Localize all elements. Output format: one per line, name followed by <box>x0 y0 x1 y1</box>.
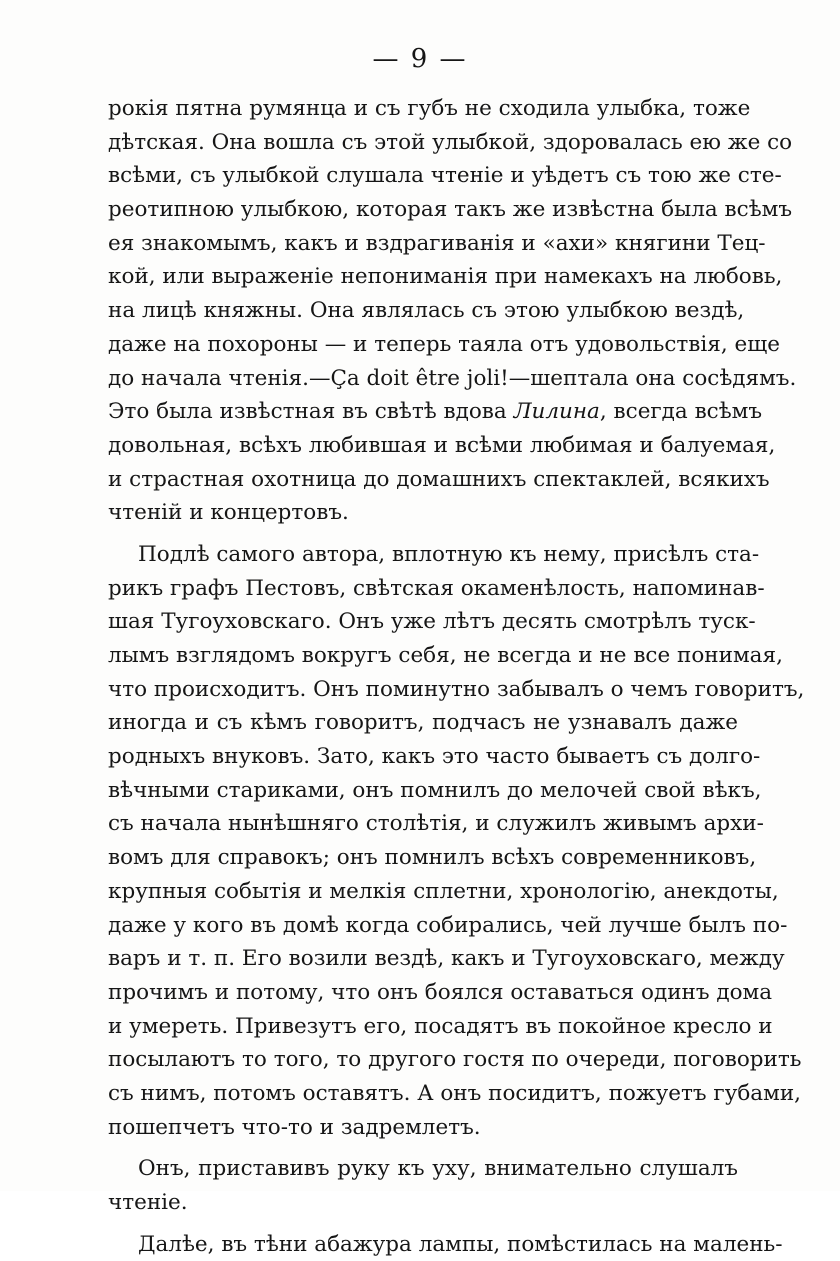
paragraph-4 <box>108 1228 783 1261</box>
text-line: иногда и съ кѣмъ говоритъ, подчасъ не узнавалъ даже <box>108 710 738 736</box>
text-line: крупныя событія и мелкія сплетни, хронологію, анекдоты, <box>108 878 779 904</box>
paragraph-3 <box>108 1152 738 1219</box>
paragraph-2 <box>108 538 805 1144</box>
text-line: съ начала нынѣшняго столѣтія, и служилъ живымъ архи- <box>108 811 764 837</box>
text-line: на лицѣ княжны. Она являлась съ этою улыбкою вездѣ, <box>108 298 745 324</box>
text-line: дѣтская. Она вошла съ этой улыбкой, здоровалась ею же со <box>108 129 793 155</box>
text-line: чтеній и концертовъ. <box>108 500 349 526</box>
text-line: до начала чтенія.—Ça doit être joli!—шептала она сосѣдямъ. <box>108 365 797 391</box>
text-line: кой, или выраженіе непониманія при намекахъ на любовь, <box>108 264 783 290</box>
text-line: довольная, всѣхъ любившая и всѣми любимая и балуемая, <box>108 432 776 458</box>
text-line: родныхъ внуковъ. Зато, какъ это часто бываетъ съ долго- <box>108 744 761 770</box>
text-line: и страстная охотница до домашнихъ спектаклей, всякихъ <box>108 466 770 492</box>
text-line: посылаютъ то того, то другого гостя по очереди, поговорить <box>108 1047 802 1073</box>
text-line: вомъ для справокъ; онъ помнилъ всѣхъ современниковъ, <box>108 845 757 871</box>
body-text <box>108 92 805 1261</box>
text-line: и умереть. Привезутъ его, посадятъ въ покойное кресло и <box>108 1013 773 1039</box>
text-line: съ нимъ, потомъ оставятъ. А онъ посидитъ, пожуетъ губами, <box>108 1080 801 1106</box>
text-line: рокія пятна румянца и съ губъ не сходила улыбка, тоже <box>108 96 751 121</box>
text-line: шая Тугоуховскаго. Онъ уже лѣтъ десять смотрѣлъ туск- <box>108 609 756 635</box>
page-number: — 9 — <box>372 44 468 74</box>
text-line: Это была извѣстная въ свѣтѣ вдова Лилина, всегда всѣмъ <box>108 399 763 425</box>
paragraph-1 <box>108 92 797 530</box>
text-line: ея знакомымъ, какъ и вздрагиванія и «ахи» княгини Тец- <box>108 230 766 256</box>
text-line: прочимъ и потому, что онъ боялся оставаться одинъ дома <box>108 979 773 1005</box>
text-line: пошепчетъ что-то и задремлетъ. <box>108 1114 481 1140</box>
text-line: что происходитъ. Онъ поминутно забывалъ о чемъ говоритъ, <box>108 676 805 702</box>
text-line: рикъ графъ Пестовъ, свѣтская окаменѣлость, напоминав- <box>108 575 765 601</box>
text-line: даже на похороны — и теперь таяла отъ удовольствія, еще <box>108 331 780 357</box>
text-line: Подлѣ самого автора, вплотную къ нему, присѣлъ ста- <box>138 541 760 567</box>
text-line: варъ и т. п. Его возили вездѣ, какъ и Тугоуховскаго, между <box>108 946 785 972</box>
text-line: Далѣе, въ тѣни абажура лампы, помѣстилась на малень- <box>138 1231 783 1257</box>
text-line: всѣми, съ улыбкой слушала чтеніе и уѣдетъ съ тою же сте- <box>108 163 782 189</box>
text-line: вѣчными стариками, онъ помнилъ до мелочей свой вѣкъ, <box>108 777 762 803</box>
text-line: реотипною улыбкою, которая такъ же извѣстна была всѣмъ <box>108 197 793 223</box>
italic-name: Лилина <box>513 399 600 425</box>
text-line: лымъ взглядомъ вокругъ себя, не всегда и не все понимая, <box>108 643 783 668</box>
text-line: чтеніе. <box>108 1190 188 1215</box>
text-line: Онъ, приставивъ руку къ уху, внимательно слушалъ <box>138 1156 738 1182</box>
text-line: даже у кого въ домѣ когда собирались, чей лучше былъ по- <box>108 912 788 938</box>
